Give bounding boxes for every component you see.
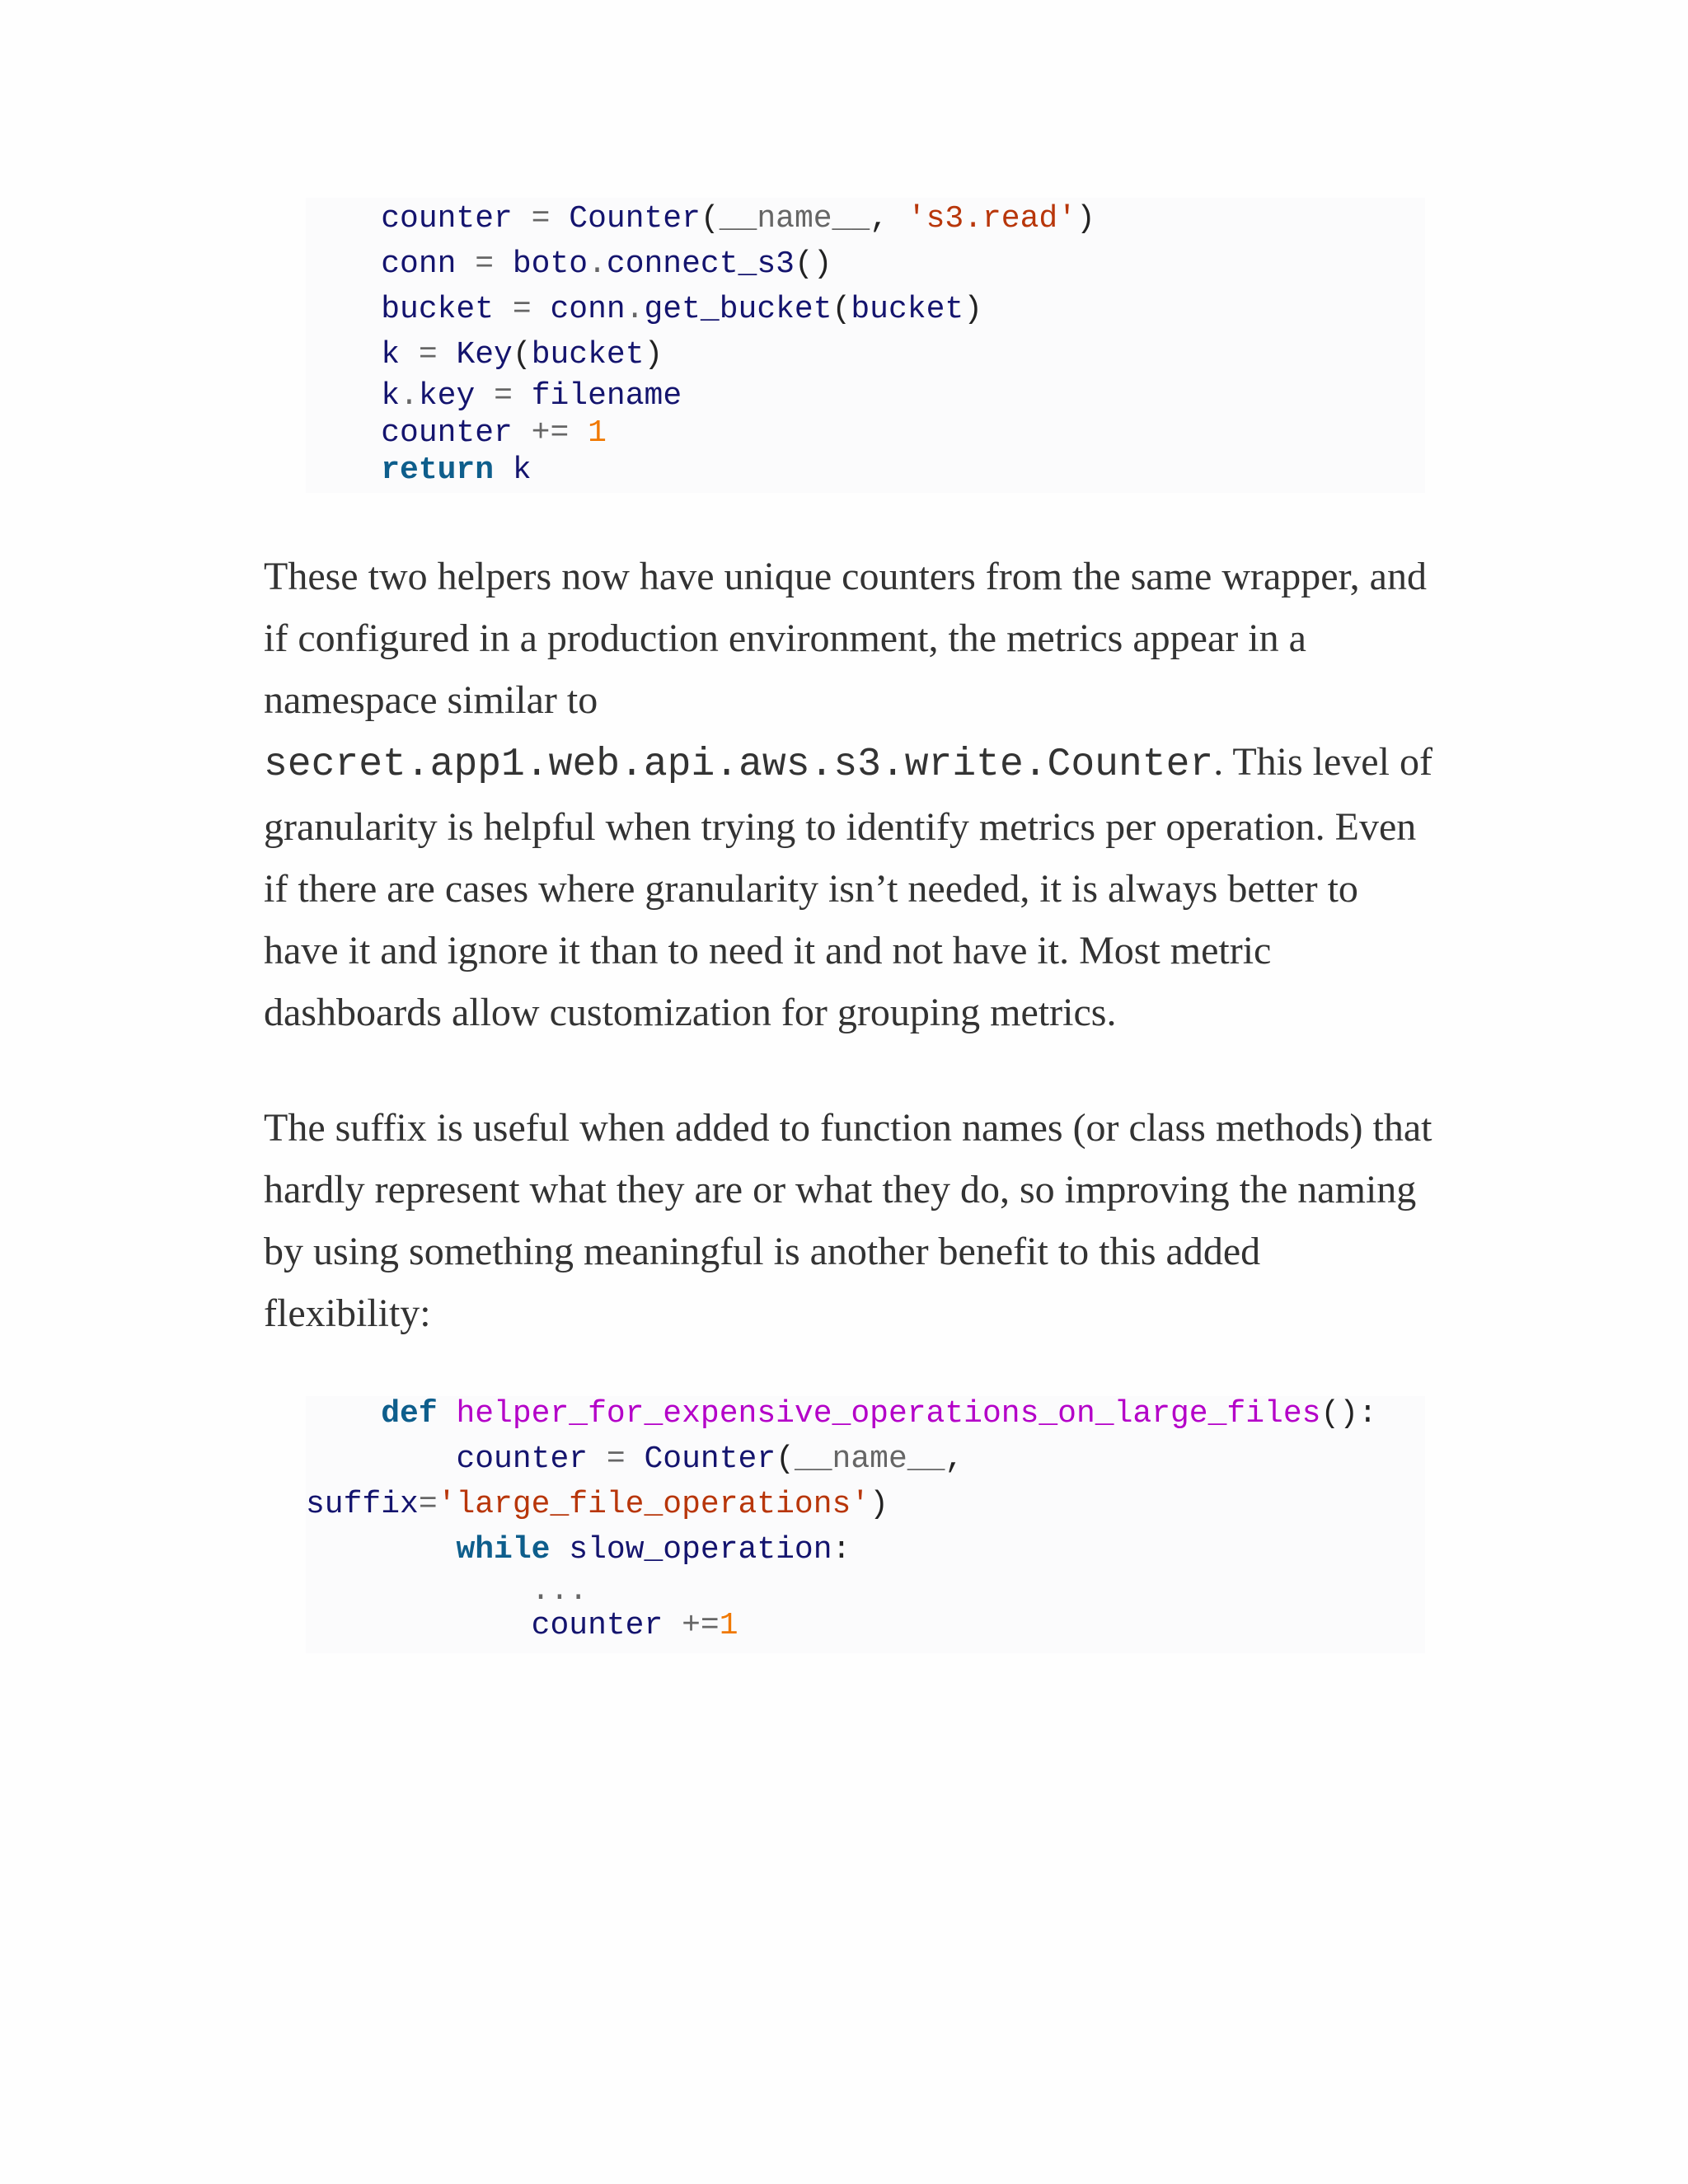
code-block-counter-s3-read bbox=[306, 198, 1425, 493]
code-token: = bbox=[456, 246, 513, 282]
paragraph-text: . This level of granularity is helpful when trying to identify metrics per operation. Even if there are cases where granularity isn’t needed, it is always better to have it and ignore it than to need it and not have it. Most metric dashboards allow customization for grouping metrics. bbox=[264, 740, 1432, 1034]
code-token: k bbox=[512, 452, 532, 488]
code-token: = bbox=[588, 1441, 645, 1477]
code-token: connect_s3 bbox=[606, 246, 795, 282]
code-line bbox=[306, 378, 682, 415]
code-token: Counter bbox=[569, 201, 701, 237]
code-token: 'large_file_operations' bbox=[437, 1487, 870, 1522]
inline-code-namespace: secret.app1.web.api.aws.s3.write.Counter bbox=[264, 743, 1214, 787]
code-token: while bbox=[456, 1532, 551, 1568]
code-token: boto bbox=[512, 246, 588, 282]
code-line bbox=[306, 1441, 964, 1478]
code-token: (): bbox=[1320, 1396, 1377, 1432]
code-token: __name__ bbox=[719, 201, 870, 237]
code-indent bbox=[306, 452, 381, 488]
paragraph-suffix bbox=[264, 1097, 1434, 1344]
code-line bbox=[306, 337, 663, 373]
code-token: ) bbox=[644, 337, 663, 373]
code-indent bbox=[306, 201, 381, 237]
code-indent bbox=[306, 337, 381, 373]
code-token: = bbox=[400, 337, 457, 373]
code-token: __name__ bbox=[794, 1441, 945, 1477]
code-token: . bbox=[625, 292, 645, 327]
paragraph-text: The suffix is useful when added to function names (or class methods) that hardly represent what they are or what they do, so improving the naming by using something meaningful is another benefit to this added flexibility: bbox=[264, 1106, 1432, 1335]
code-line bbox=[306, 415, 607, 452]
code-token: . bbox=[400, 378, 419, 414]
code-token: = bbox=[475, 378, 532, 414]
code-indent bbox=[306, 1396, 381, 1432]
code-token: Counter bbox=[644, 1441, 776, 1477]
code-token: k bbox=[381, 378, 401, 414]
code-token: ... bbox=[531, 1573, 588, 1609]
code-line bbox=[306, 1396, 1377, 1432]
code-indent bbox=[306, 246, 381, 282]
code-token: suffix bbox=[306, 1487, 419, 1522]
code-token: , bbox=[870, 201, 907, 237]
code-line bbox=[306, 1608, 738, 1644]
code-token: filename bbox=[531, 378, 682, 414]
code-indent bbox=[306, 1532, 456, 1568]
code-token: += bbox=[512, 415, 588, 451]
code-token: def bbox=[381, 1396, 438, 1432]
code-token: 's3.read' bbox=[907, 201, 1077, 237]
code-token: 1 bbox=[719, 1608, 738, 1643]
code-indent bbox=[306, 378, 381, 414]
code-indent bbox=[306, 1573, 532, 1609]
code-token: helper_for_expensive_operations_on_large_files bbox=[456, 1396, 1321, 1432]
code-token: ( bbox=[512, 337, 532, 373]
code-token: = bbox=[512, 201, 570, 237]
code-token: bucket bbox=[851, 292, 964, 327]
code-token: ) bbox=[870, 1487, 889, 1522]
code-token: counter bbox=[531, 1608, 663, 1643]
code-token: , bbox=[945, 1441, 964, 1477]
code-indent bbox=[306, 1441, 456, 1477]
code-token bbox=[494, 452, 513, 488]
code-token: slow_operation bbox=[569, 1532, 832, 1568]
code-line bbox=[306, 1487, 889, 1523]
code-token: bucket bbox=[531, 337, 645, 373]
code-token: . bbox=[588, 246, 607, 282]
code-token: += bbox=[663, 1608, 720, 1643]
code-line bbox=[306, 201, 1095, 237]
code-token: k bbox=[381, 337, 401, 373]
code-token: = bbox=[418, 1487, 438, 1522]
paragraph-text: These two helpers now have unique counters from the same wrapper, and if configured in a production environment, the metrics appear in a namespace similar to bbox=[264, 555, 1427, 722]
code-line bbox=[306, 292, 982, 328]
code-token: return bbox=[381, 452, 495, 488]
code-token bbox=[550, 1532, 569, 1568]
code-token: counter bbox=[381, 201, 513, 237]
code-token: counter bbox=[381, 415, 513, 451]
code-token: bucket bbox=[381, 292, 495, 327]
code-token: ( bbox=[700, 201, 720, 237]
code-token: conn bbox=[381, 246, 457, 282]
code-token: get_bucket bbox=[644, 292, 832, 327]
code-token: = bbox=[494, 292, 551, 327]
code-token: ( bbox=[832, 292, 851, 327]
code-line bbox=[306, 1573, 588, 1610]
paragraph-granularity bbox=[264, 546, 1434, 1043]
code-line bbox=[306, 452, 532, 489]
code-token bbox=[438, 1396, 457, 1432]
code-token: () bbox=[794, 246, 832, 282]
code-token: counter bbox=[456, 1441, 588, 1477]
code-token: Key bbox=[456, 337, 513, 373]
code-token: key bbox=[418, 378, 476, 414]
code-block-helper-large-files bbox=[306, 1396, 1425, 1653]
code-token: ( bbox=[776, 1441, 795, 1477]
code-token: conn bbox=[550, 292, 626, 327]
code-indent bbox=[306, 1608, 532, 1643]
code-token: 1 bbox=[588, 415, 607, 451]
code-token: : bbox=[832, 1532, 851, 1568]
code-token: ) bbox=[964, 292, 982, 327]
code-token: ) bbox=[1076, 201, 1095, 237]
code-line bbox=[306, 1532, 851, 1568]
code-indent bbox=[306, 415, 381, 451]
code-indent bbox=[306, 292, 381, 327]
code-line bbox=[306, 246, 832, 283]
